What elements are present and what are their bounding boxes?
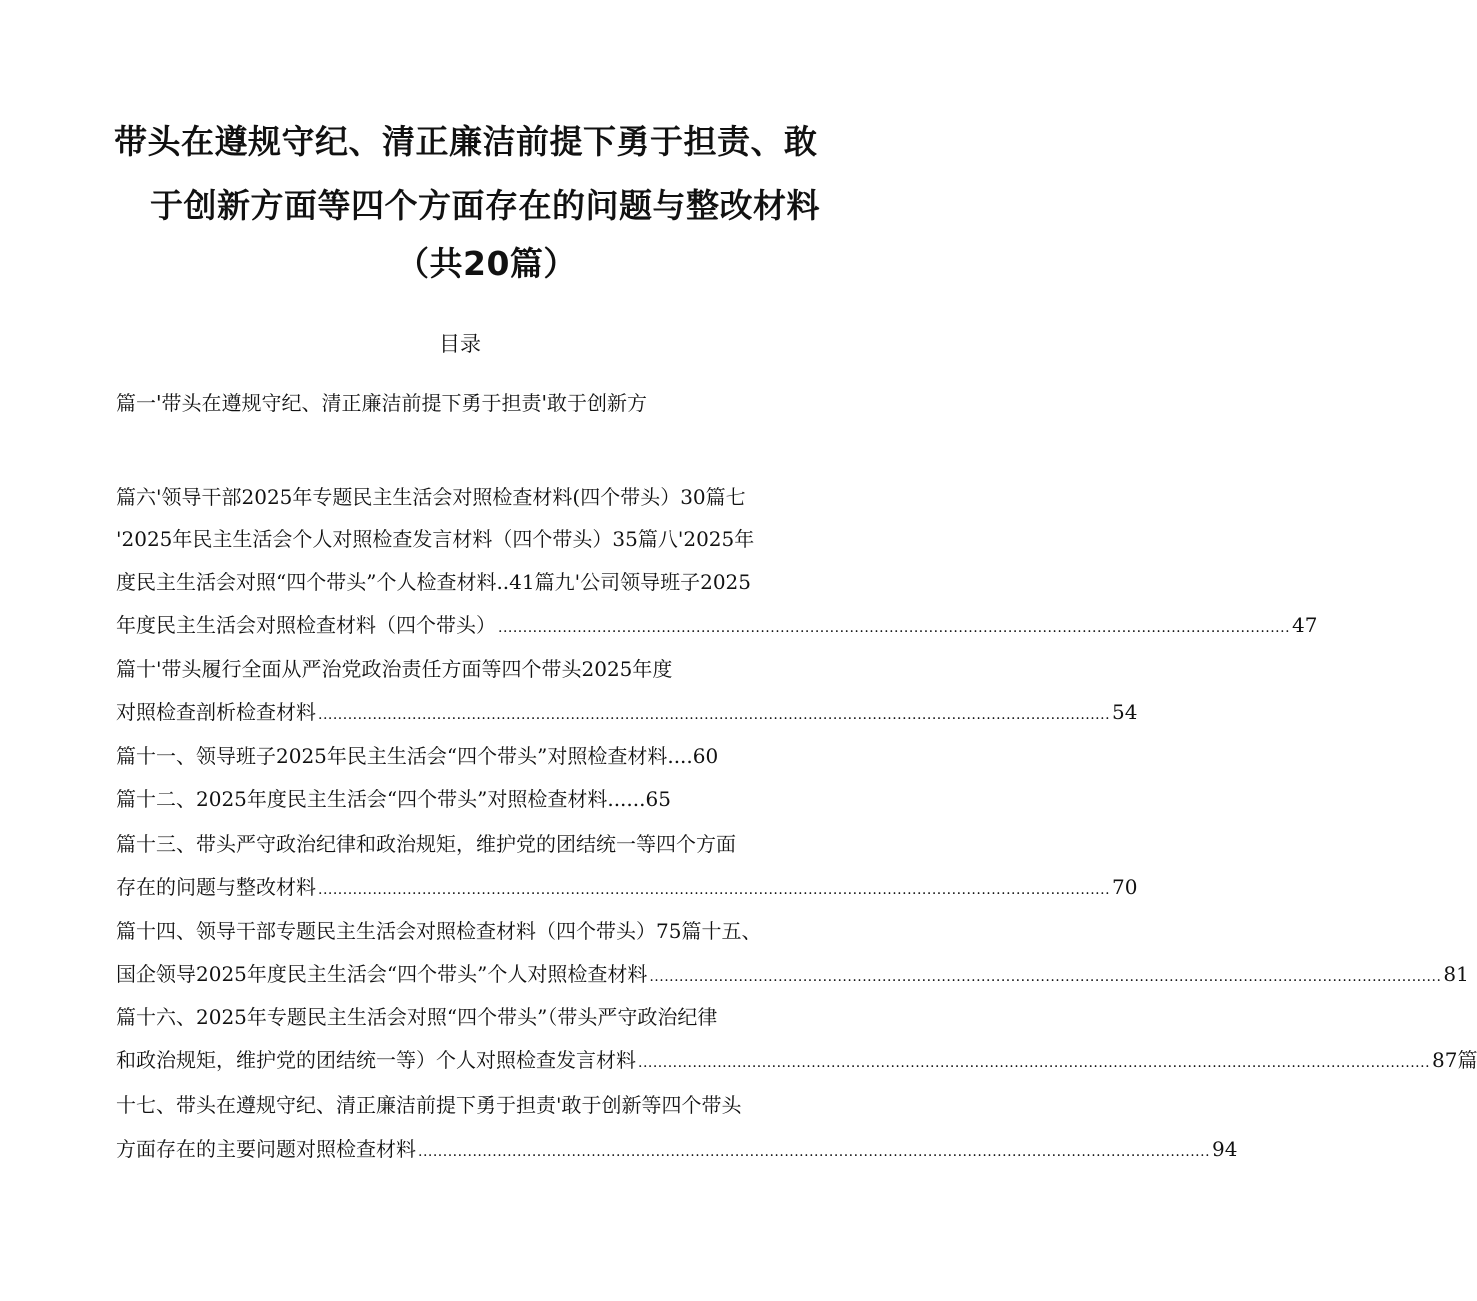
toc-entry-15-end bbox=[116, 959, 1469, 992]
dot-leader: ................................................................................................................................................................ bbox=[638, 1055, 1431, 1071]
toc-entry-9-end bbox=[116, 610, 1318, 643]
page-number: 81 bbox=[1443, 962, 1469, 986]
toc-entry-16-end bbox=[116, 1045, 1477, 1078]
toc-entry-13-end bbox=[116, 872, 1138, 905]
toc-entry-text: 和政治规矩，维护党的团结统一等）个人对照检查发言材料 bbox=[116, 1048, 636, 1072]
toc-entry-16: 篇十六、2025年专题民主生活会对照“四个带头”（带头严守政治纪律 bbox=[116, 1005, 718, 1029]
toc-entry-17-end bbox=[116, 1134, 1238, 1167]
page-number: 87篇 bbox=[1432, 1048, 1477, 1072]
toc-entry-7-8: '2025年民主生活会个人对照检查发言材料（四个带头）35篇八'2025年 bbox=[116, 527, 755, 551]
document-title-line-3: （共20篇） bbox=[396, 244, 577, 283]
page-number: 47 bbox=[1292, 613, 1318, 637]
toc-entry-text: 国企领导2025年度民主生活会“四个带头”个人对照检查材料 bbox=[116, 962, 648, 986]
dot-leader: ................................................................................................................................................................ bbox=[649, 969, 1442, 985]
document-title-line-1: 带头在遵规守纪、清正廉洁前提下勇于担责、敢 bbox=[114, 122, 818, 161]
toc-entry-14-15: 篇十四、领导干部专题民主生活会对照检查材料（四个带头）75篇十五、 bbox=[116, 919, 762, 943]
toc-entry-10: 篇十'带头履行全面从严治党政治责任方面等四个带头2025年度 bbox=[116, 657, 673, 681]
toc-entry-11: 篇十一、领导班子2025年民主生活会“四个带头”对照检查材料....60 bbox=[116, 744, 719, 768]
dot-leader: ................................................................................................................................................................ bbox=[318, 707, 1111, 723]
toc-entry-text: 对照检查剖析检查材料 bbox=[116, 700, 316, 724]
toc-entry-17: 十七、带头在遵规守纪、清正廉洁前提下勇于担责'敢于创新等四个带头 bbox=[116, 1093, 742, 1117]
toc-entry-text: 存在的问题与整改材料 bbox=[116, 875, 316, 899]
toc-entry-8-9: 度民主生活会对照“四个带头”个人检查材料..41篇九'公司领导班子2025 bbox=[116, 570, 752, 594]
toc-entry-10-end bbox=[116, 697, 1138, 730]
dot-leader: ................................................................................................................................................................ bbox=[318, 882, 1111, 898]
toc-entry-6-7: 篇六'领导干部2025年专题民主生活会对照检查材料(四个带头）30篇七 bbox=[116, 485, 746, 509]
toc-entry-text: 方面存在的主要问题对照检查材料 bbox=[116, 1137, 416, 1161]
document-title-line-2: 于创新方面等四个方面存在的问题与整改材料 bbox=[150, 186, 820, 225]
page-number: 94 bbox=[1212, 1137, 1238, 1161]
dot-leader: ................................................................................................................................................................ bbox=[498, 620, 1291, 636]
toc-entry-1: 篇一'带头在遵规守纪、清正廉洁前提下勇于担责'敢于创新方 bbox=[116, 391, 647, 415]
dot-leader: ................................................................................................................................................................ bbox=[418, 1144, 1211, 1160]
toc-heading: 目录 bbox=[439, 332, 481, 356]
toc-entry-12: 篇十二、2025年度民主生活会“四个带头”对照检查材料......65 bbox=[116, 787, 671, 811]
page-number: 54 bbox=[1112, 700, 1138, 724]
toc-entry-text: 年度民主生活会对照检查材料（四个带头） bbox=[116, 613, 496, 637]
toc-entry-13: 篇十三、带头严守政治纪律和政治规矩，维护党的团结统一等四个方面 bbox=[116, 832, 736, 856]
page-number: 70 bbox=[1112, 875, 1138, 899]
